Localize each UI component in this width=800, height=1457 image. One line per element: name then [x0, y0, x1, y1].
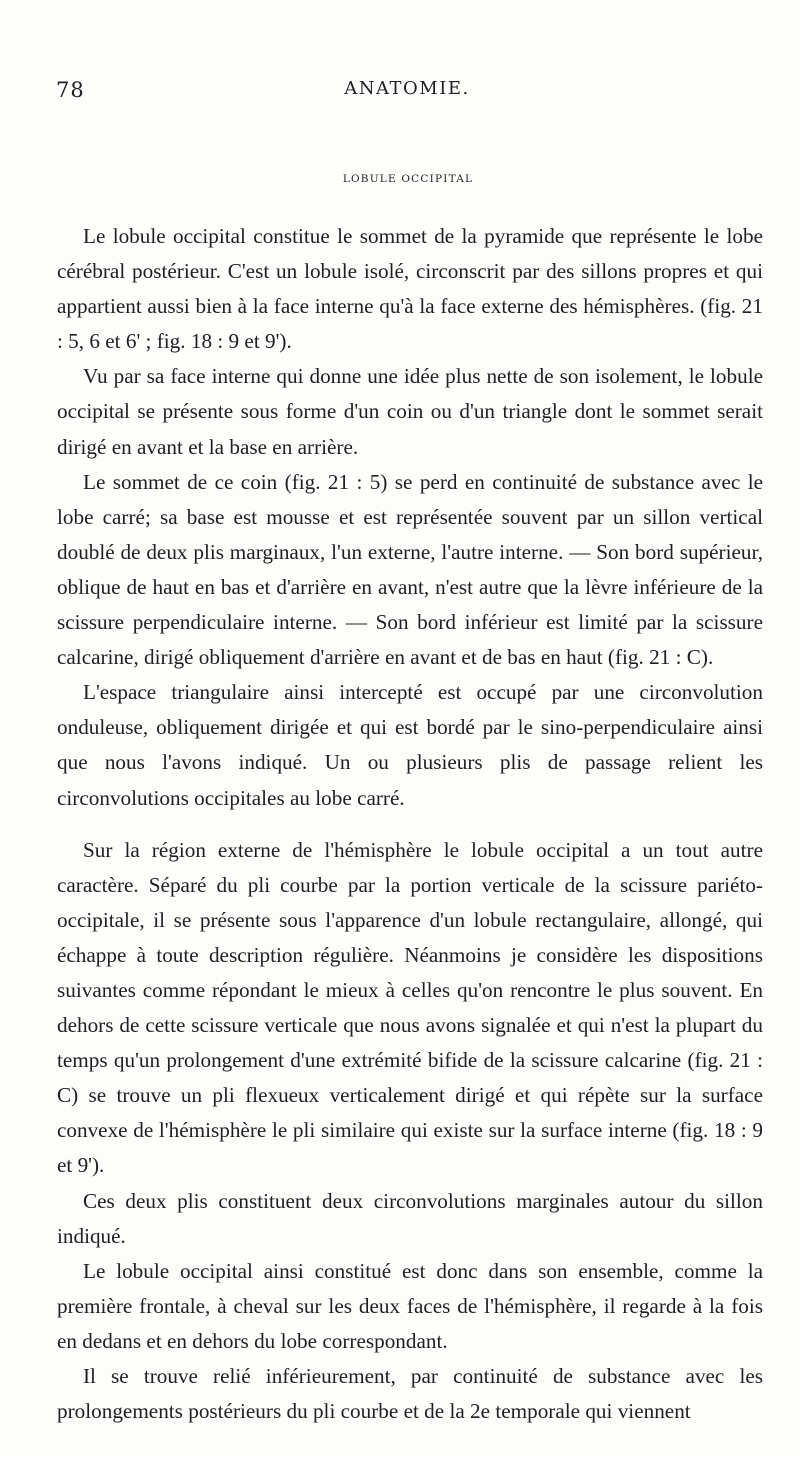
paragraph: Il se trouve relié inférieurement, par continuité de substance avec les prolongements postérieurs du pli courbe et de la 2e temporale qui viennent: [57, 1364, 763, 1424]
paragraph: Ces deux plis constituent deux circonvolutions marginales autour du sillon indiqué.: [57, 1188, 763, 1248]
page-number: 78: [56, 78, 85, 102]
paragraph: Le lobule occipital constitue le sommet de la pyramide que représente le lobe cérébral postérieur. C'est un lobule isolé, circonscrit par des sillons propres et qui appartient aussi bien à la face interne qu'à la face externe des hémisphères. (fig. 21 : 5, 6 et 6' ; fig. 18 : 9 et 9').: [57, 224, 763, 354]
section-title: LOBULE OCCIPITAL: [342, 173, 474, 185]
paragraph: Vu par sa face interne qui donne une idée plus nette de son isolement, le lobule occipital se présente sous forme d'un coin ou d'un triangle dont le sommet serait dirigé en avant et la base en arrière.: [57, 364, 763, 459]
paragraph: Le lobule occipital ainsi constitué est donc dans son ensemble, comme la première frontale, à cheval sur les deux faces de l'hémisphère, il regarde à la fois en dedans et en dehors du lobe correspondant.: [57, 1258, 763, 1353]
paragraph: Sur la région externe de l'hémisphère le lobule occipital a un tout autre caractère. Séparé du pli courbe par la portion verticale de la scissure pariéto-occipitale, il se présente sous l'apparence d'un lobule rectangulaire, allongé, qui échappe à toute description régulière. Néanmoins je considère les dispositions suivantes comme répondant le mieux à celles qu'on rencontre le plus souvent. En dehors de cette scissure verticale que nous avons signalée et qui n'est la plupart du temps qu'un prolongement d'une extrémité bifide de la scissure calcarine (fig. 21 : C) se trouve un pli flexueux verticalement dirigé et qui répète sur la surface convexe de l'hémisphère le pli similaire qui existe sur la surface interne (fig. 18 : 9 et 9').: [57, 837, 763, 1178]
running-title: ANATOMIE.: [344, 78, 470, 99]
paragraph: L'espace triangulaire ainsi intercepté est occupé par une circonvolution onduleuse, obliquement dirigée et qui est bordé par le sino-perpendiculaire ainsi que nous l'avons indiqué. Un ou plusieurs plis de passage relient les circonvolutions occipitales au lobe carré.: [57, 680, 763, 810]
running-head: [50, 78, 750, 106]
paragraph: Le sommet de ce coin (fig. 21 : 5) se perd en continuité de substance avec le lobe carré; sa base est mousse et est représentée souvent par un sillon vertical doublé de deux plis marginaux, l'un externe, l'autre interne. — Son bord supérieur, oblique de haut en bas et d'arrière en avant, n'est autre que la lèvre inférieure de la scissure perpendiculaire interne. — Son bord inférieur est limité par la scissure calcarine, dirigé obliquement d'arrière en avant et de bas en haut (fig. 21 : C).: [57, 469, 763, 670]
body-text: [57, 219, 763, 1429]
